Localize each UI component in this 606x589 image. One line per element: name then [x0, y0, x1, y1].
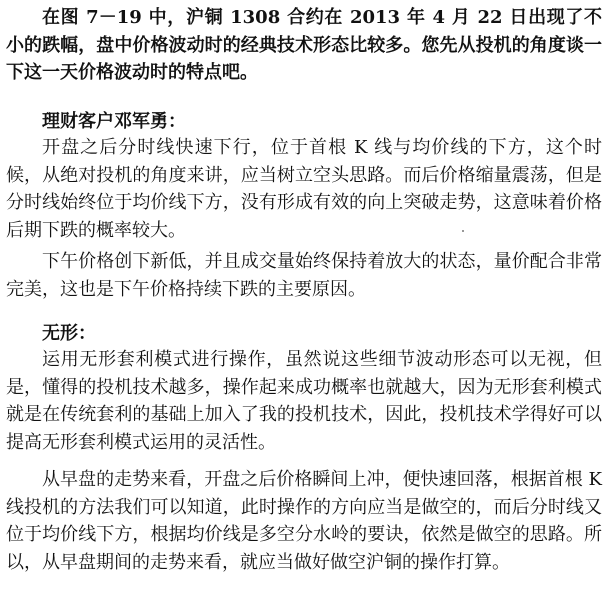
scan-speck [462, 230, 464, 232]
question-paragraph: 在图 7－19 中，沪铜 1308 合约在 2013 年 4 月 22 日出现了不小的跌幅，盘中价格波动时的经典技术形态比较多。您先从投机的角度谈一下这一天价格波动时的特点吧。 [6, 7, 602, 83]
wuxing-paragraph-1: 运用无形套利模式进行操作，虽然说这些细节波动形态可以无视，但是，懂得的投机技术越多，操作起来成功概率也就越大，因为无形套利模式就是在传统套利的基础上加入了我的投机技术，因此，投机技术学得好可以提高无形套利模式运用的灵活性。 [6, 349, 602, 453]
speaker-label-wuxing: 无形： [42, 323, 96, 344]
deng-paragraph-2: 下午价格创下新低，并且成交量始终保持着放大的状态，量价配合非常完美，这也是下午价格持续下跌的主要原因。 [6, 251, 602, 300]
wuxing-paragraph-2: 从早盘的走势来看，开盘之后价格瞬间上冲，便快速回落，根据首根 K 线投机的方法我们可以知道，此时操作的方向应当是做空的，而后分时线又位于均价线下方，根据均价线是多空分水岭的要诀，依然是做空的思路。所以，从早盘期间的走势来看，就应当做好做空沪铜的操作打算。 [6, 469, 602, 573]
deng-paragraph-1: 开盘之后分时线快速下行，位于首根 K 线与均价线的下方，这个时候，从绝对投机的角度来讲，应当树立空头思路。而后价格缩量震荡，但是分时线始终位于均价线下方，没有形成有效的向上突破走势，这意味着价格后期下跌的概率较大。 [6, 137, 602, 241]
speaker-label-deng: 理财客户邓军勇： [42, 111, 186, 132]
